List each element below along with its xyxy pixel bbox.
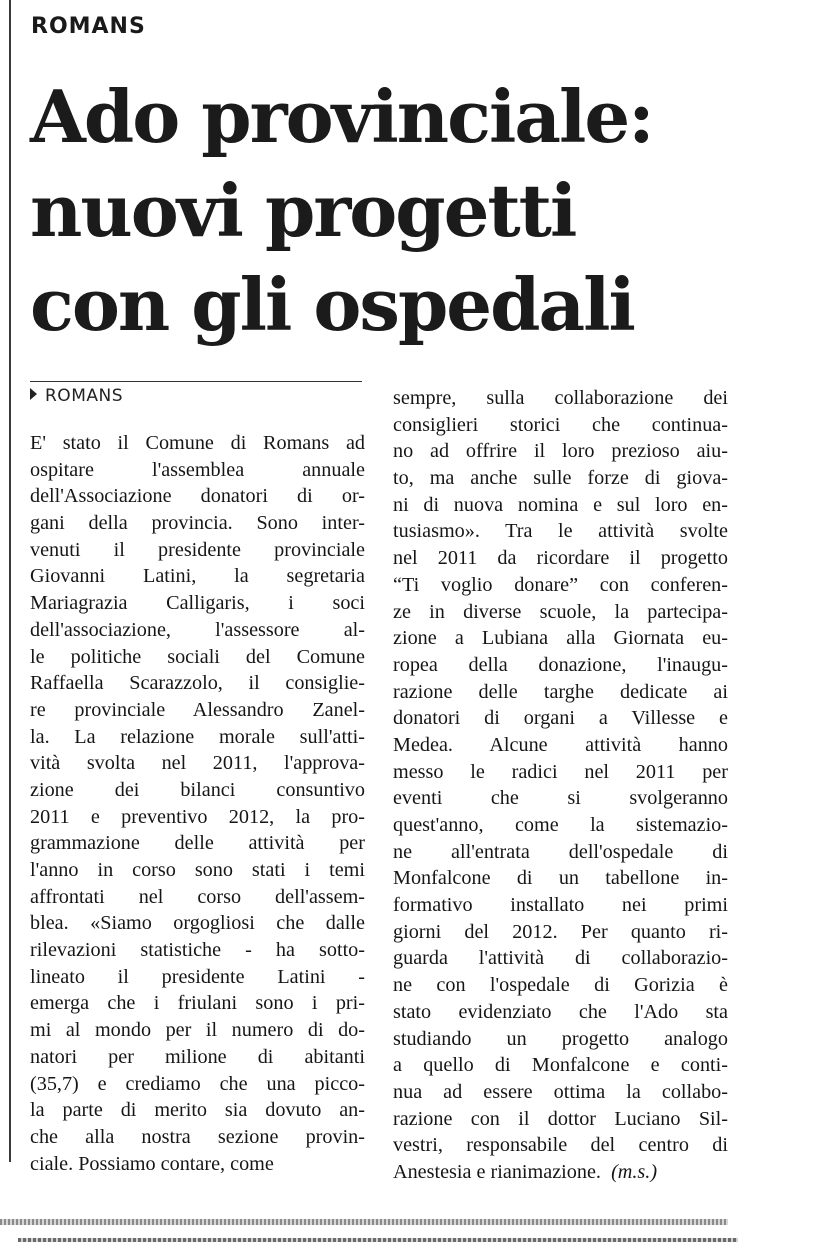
article-line: ne con l'ospedale di Gorizia è (393, 974, 728, 997)
article-line: emerga che i friulani sono i pri- (30, 992, 365, 1015)
article-line: E' stato il Comune di Romans ad (30, 432, 365, 454)
article-line: che alla nostra sezione provin- (30, 1125, 365, 1148)
article-line: dell'associazione, l'assessore al- (30, 618, 365, 641)
kicker-arrow-icon (30, 388, 37, 400)
article-line: affrontati nel corso dell'assem- (30, 885, 365, 908)
page-bottom-rule (18, 1238, 738, 1242)
article-line: messo le radici nel 2011 per (393, 760, 728, 783)
article-line: ciale. Possiamo contare, come (30, 1152, 274, 1175)
article-line: venuti il presidente provinciale (30, 538, 365, 561)
article-line-text: Anestesia e rianimazione. (393, 1160, 601, 1183)
headline (30, 70, 730, 352)
article-line: “Ti voglio donare” con conferen- (393, 573, 728, 596)
article-line: dell'Associazione donatori di or- (30, 485, 365, 508)
article-line: gani della provincia. Sono inter- (30, 512, 365, 535)
article-line: a quello di Monfalcone e conti- (393, 1054, 728, 1077)
article-line: grammazione delle attività per (30, 832, 365, 855)
article-line: razione con il dottor Luciano Sil- (393, 1107, 728, 1130)
article-line: consiglieri storici che continua- (393, 413, 728, 436)
article-line: la. La relazione morale sull'atti- (30, 725, 365, 748)
kicker (30, 386, 123, 406)
article-line: ospitare l'assemblea annuale (30, 458, 365, 481)
article-line: ni di nuova nomina e sul loro en- (393, 493, 728, 516)
article-line: re provinciale Alessandro Zanel- (30, 698, 365, 721)
article-line: sempre, sulla collaborazione dei (393, 387, 728, 409)
article-line: quest'anno, come la sistemazio- (393, 814, 728, 836)
article-line: to, ma anche sulle forze di giova- (393, 467, 728, 490)
article-line: (35,7) e crediamo che una picco- (30, 1072, 365, 1095)
article-column-1 (30, 430, 365, 1177)
kicker-label: ROMANS (45, 386, 123, 406)
article-line: Giovanni Latini, la segretaria (30, 565, 365, 588)
article-line: razione delle targhe dedicate ai (393, 680, 728, 703)
kicker-rule (30, 381, 362, 382)
article-line: formativo installato nei primi (393, 894, 728, 917)
article-line: stato evidenziato che l'Ado sta (393, 1000, 728, 1023)
article-line: lineato il presidente Latini - (30, 965, 365, 988)
article-line: mi al mondo per il numero di do- (30, 1019, 365, 1042)
page-bottom-rule (0, 1219, 728, 1225)
article-line: ne all'entrata dell'ospedale di (393, 840, 728, 863)
article-line: l'anno in corso sono stati i temi (30, 859, 365, 881)
headline-line: Ado provinciale: (30, 74, 653, 159)
author-signature: (m.s.) (611, 1160, 658, 1183)
article-line: blea. «Siamo orgogliosi che dalle (30, 912, 365, 935)
article-line: Mariagrazia Calligaris, i soci (30, 592, 365, 615)
article-line: vestri, responsabile del centro di (393, 1134, 728, 1157)
article-line: Raffaella Scarazzolo, il consiglie- (30, 672, 365, 695)
left-column-rule (9, 0, 11, 1162)
article-line: vità svolta nel 2011, l'approva- (30, 752, 365, 775)
article-line: ze in diverse scuole, la partecipa- (393, 600, 728, 623)
article-line: la parte di merito sia dovuto an- (30, 1099, 365, 1122)
article-line: le politiche sociali del Comune (30, 645, 365, 668)
article-line: rilevazioni statistiche - ha sotto- (30, 939, 365, 962)
article-line: Monfalcone di un tabellone in- (393, 867, 728, 890)
article-line: tusiasmo». Tra le attività svolte (393, 520, 728, 543)
article-line: nua ad essere ottima la collabo- (393, 1080, 728, 1103)
article-line: eventi che si svolgeranno (393, 787, 728, 810)
article-line: guarda l'attività di collaborazio- (393, 947, 728, 970)
article-line: zione a Lubiana alla Giornata eu- (393, 627, 728, 650)
article-line: zione dei bilanci consuntivo (30, 778, 365, 801)
headline-line: con gli ospedali (30, 262, 634, 347)
article-line: giorni del 2012. Per quanto ri- (393, 920, 728, 943)
article-line: studiando un progetto analogo (393, 1027, 728, 1050)
article-column-2 (393, 385, 728, 1186)
article-line: ropea della donazione, l'inaugu- (393, 653, 728, 676)
section-label: ROMANS (31, 14, 146, 39)
headline-line: nuovi progetti (30, 168, 576, 253)
article-line: 2011 e preventivo 2012, la pro- (30, 805, 365, 828)
article-line: Medea. Alcune attività hanno (393, 733, 728, 756)
article-line (393, 1159, 728, 1186)
article-line: no ad offrire il loro prezioso aiu- (393, 440, 728, 463)
article-line: natori per milione di abitanti (30, 1045, 365, 1068)
article-line: donatori di organi a Villesse e (393, 707, 728, 730)
article-line: nel 2011 da ricordare il progetto (393, 547, 728, 570)
